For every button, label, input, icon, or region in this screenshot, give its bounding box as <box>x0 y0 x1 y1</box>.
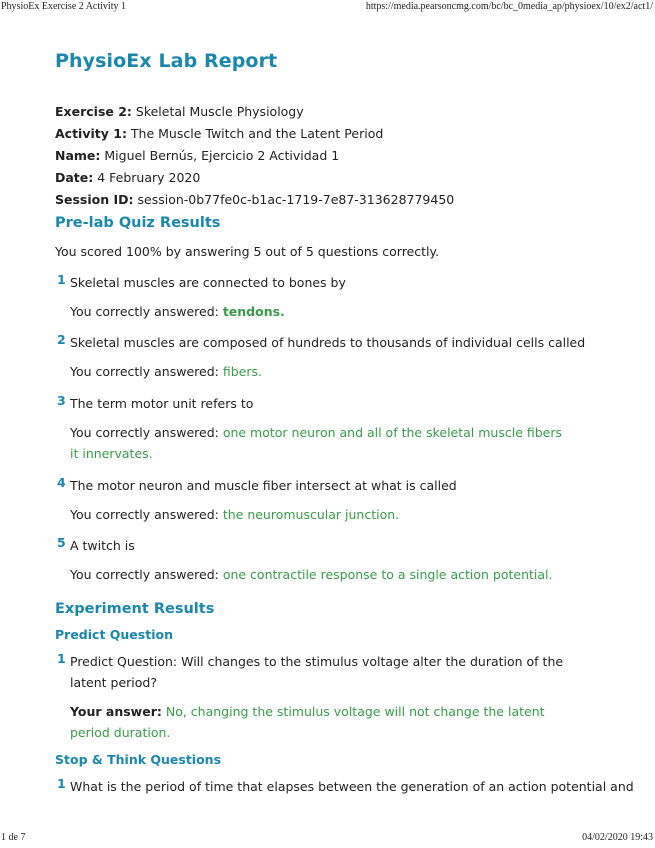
question-answer: Your answer: No, changing the stimulus voltage will not change the latent period duration. <box>70 704 545 740</box>
meta-name: Name: Miguel Bernús, Ejercicio 2 Actividad 1 <box>55 148 340 163</box>
question-number: 2 <box>57 332 66 347</box>
meta-session-id: Session ID: session-0b77fe0c-b1ac-1719-7e87-313628779450 <box>55 192 455 207</box>
question-number: 5 <box>57 535 66 550</box>
prelab-title: Pre-lab Quiz Results <box>55 215 221 231</box>
prelab-score: You scored 100% by answering 5 out of 5 questions correctly. <box>55 244 440 259</box>
question-text: The term motor unit refers to <box>70 396 254 411</box>
question-text: What is the period of time that elapses between the generation of an action potential and <box>70 779 634 794</box>
report-meta <box>55 101 454 211</box>
question-number: 1 <box>57 776 66 791</box>
question-text: A twitch is <box>70 538 135 553</box>
meta-activity: Activity 1: The Muscle Twitch and the Latent Period <box>55 126 384 141</box>
print-header <box>0 1 655 13</box>
print-footer <box>0 832 655 844</box>
print-header-title: PhysioEx Exercise 2 Activity 1 <box>1 1 126 12</box>
stop-think-question <box>55 776 634 797</box>
meta-date: Date: 4 February 2020 <box>55 170 201 185</box>
question-answer: You correctly answered: the neuromuscular junction. <box>70 507 400 522</box>
predict-question <box>55 651 615 743</box>
question-text: Skeletal muscles are connected to bones by <box>70 275 346 290</box>
prelab-question <box>55 272 615 322</box>
page-number: 1 de 7 <box>1 832 26 843</box>
question-answer: You correctly answered: one contractile response to a single action potential. <box>70 567 553 582</box>
question-answer: You correctly answered: fibers. <box>70 364 262 379</box>
lab-report <box>55 50 634 794</box>
question-number: 3 <box>57 393 66 408</box>
question-answer: You correctly answered: one motor neuron and all of the skeletal muscle fibers it innervates. <box>70 425 563 461</box>
prelab-question <box>55 393 615 464</box>
question-text: Predict Question: Will changes to the stimulus voltage alter the duration of the latent period? <box>70 654 564 690</box>
question-text: Skeletal muscles are composed of hundreds to thousands of individual cells called <box>70 335 586 350</box>
print-timestamp: 04/02/2020 19:43 <box>582 832 653 843</box>
prelab-question <box>55 535 615 585</box>
experiment-title: Experiment Results <box>55 601 215 617</box>
predict-question-title: Predict Question <box>55 627 173 642</box>
question-number: 1 <box>57 651 66 666</box>
print-header-url: https://media.pearsoncmg.com/bc/bc_0media_ap/physioex/10/ex2/act1/ <box>365 1 653 12</box>
question-answer: You correctly answered: tendons. <box>70 304 285 319</box>
prelab-question <box>55 475 615 525</box>
meta-exercise: Exercise 2: Skeletal Muscle Physiology <box>55 104 304 119</box>
question-number: 1 <box>57 272 66 287</box>
question-number: 4 <box>57 475 66 490</box>
question-text: The motor neuron and muscle fiber intersect at what is called <box>70 478 457 493</box>
prelab-question <box>55 332 615 382</box>
report-title: PhysioEx Lab Report <box>55 50 278 72</box>
stop-think-title: Stop & Think Questions <box>55 752 222 767</box>
